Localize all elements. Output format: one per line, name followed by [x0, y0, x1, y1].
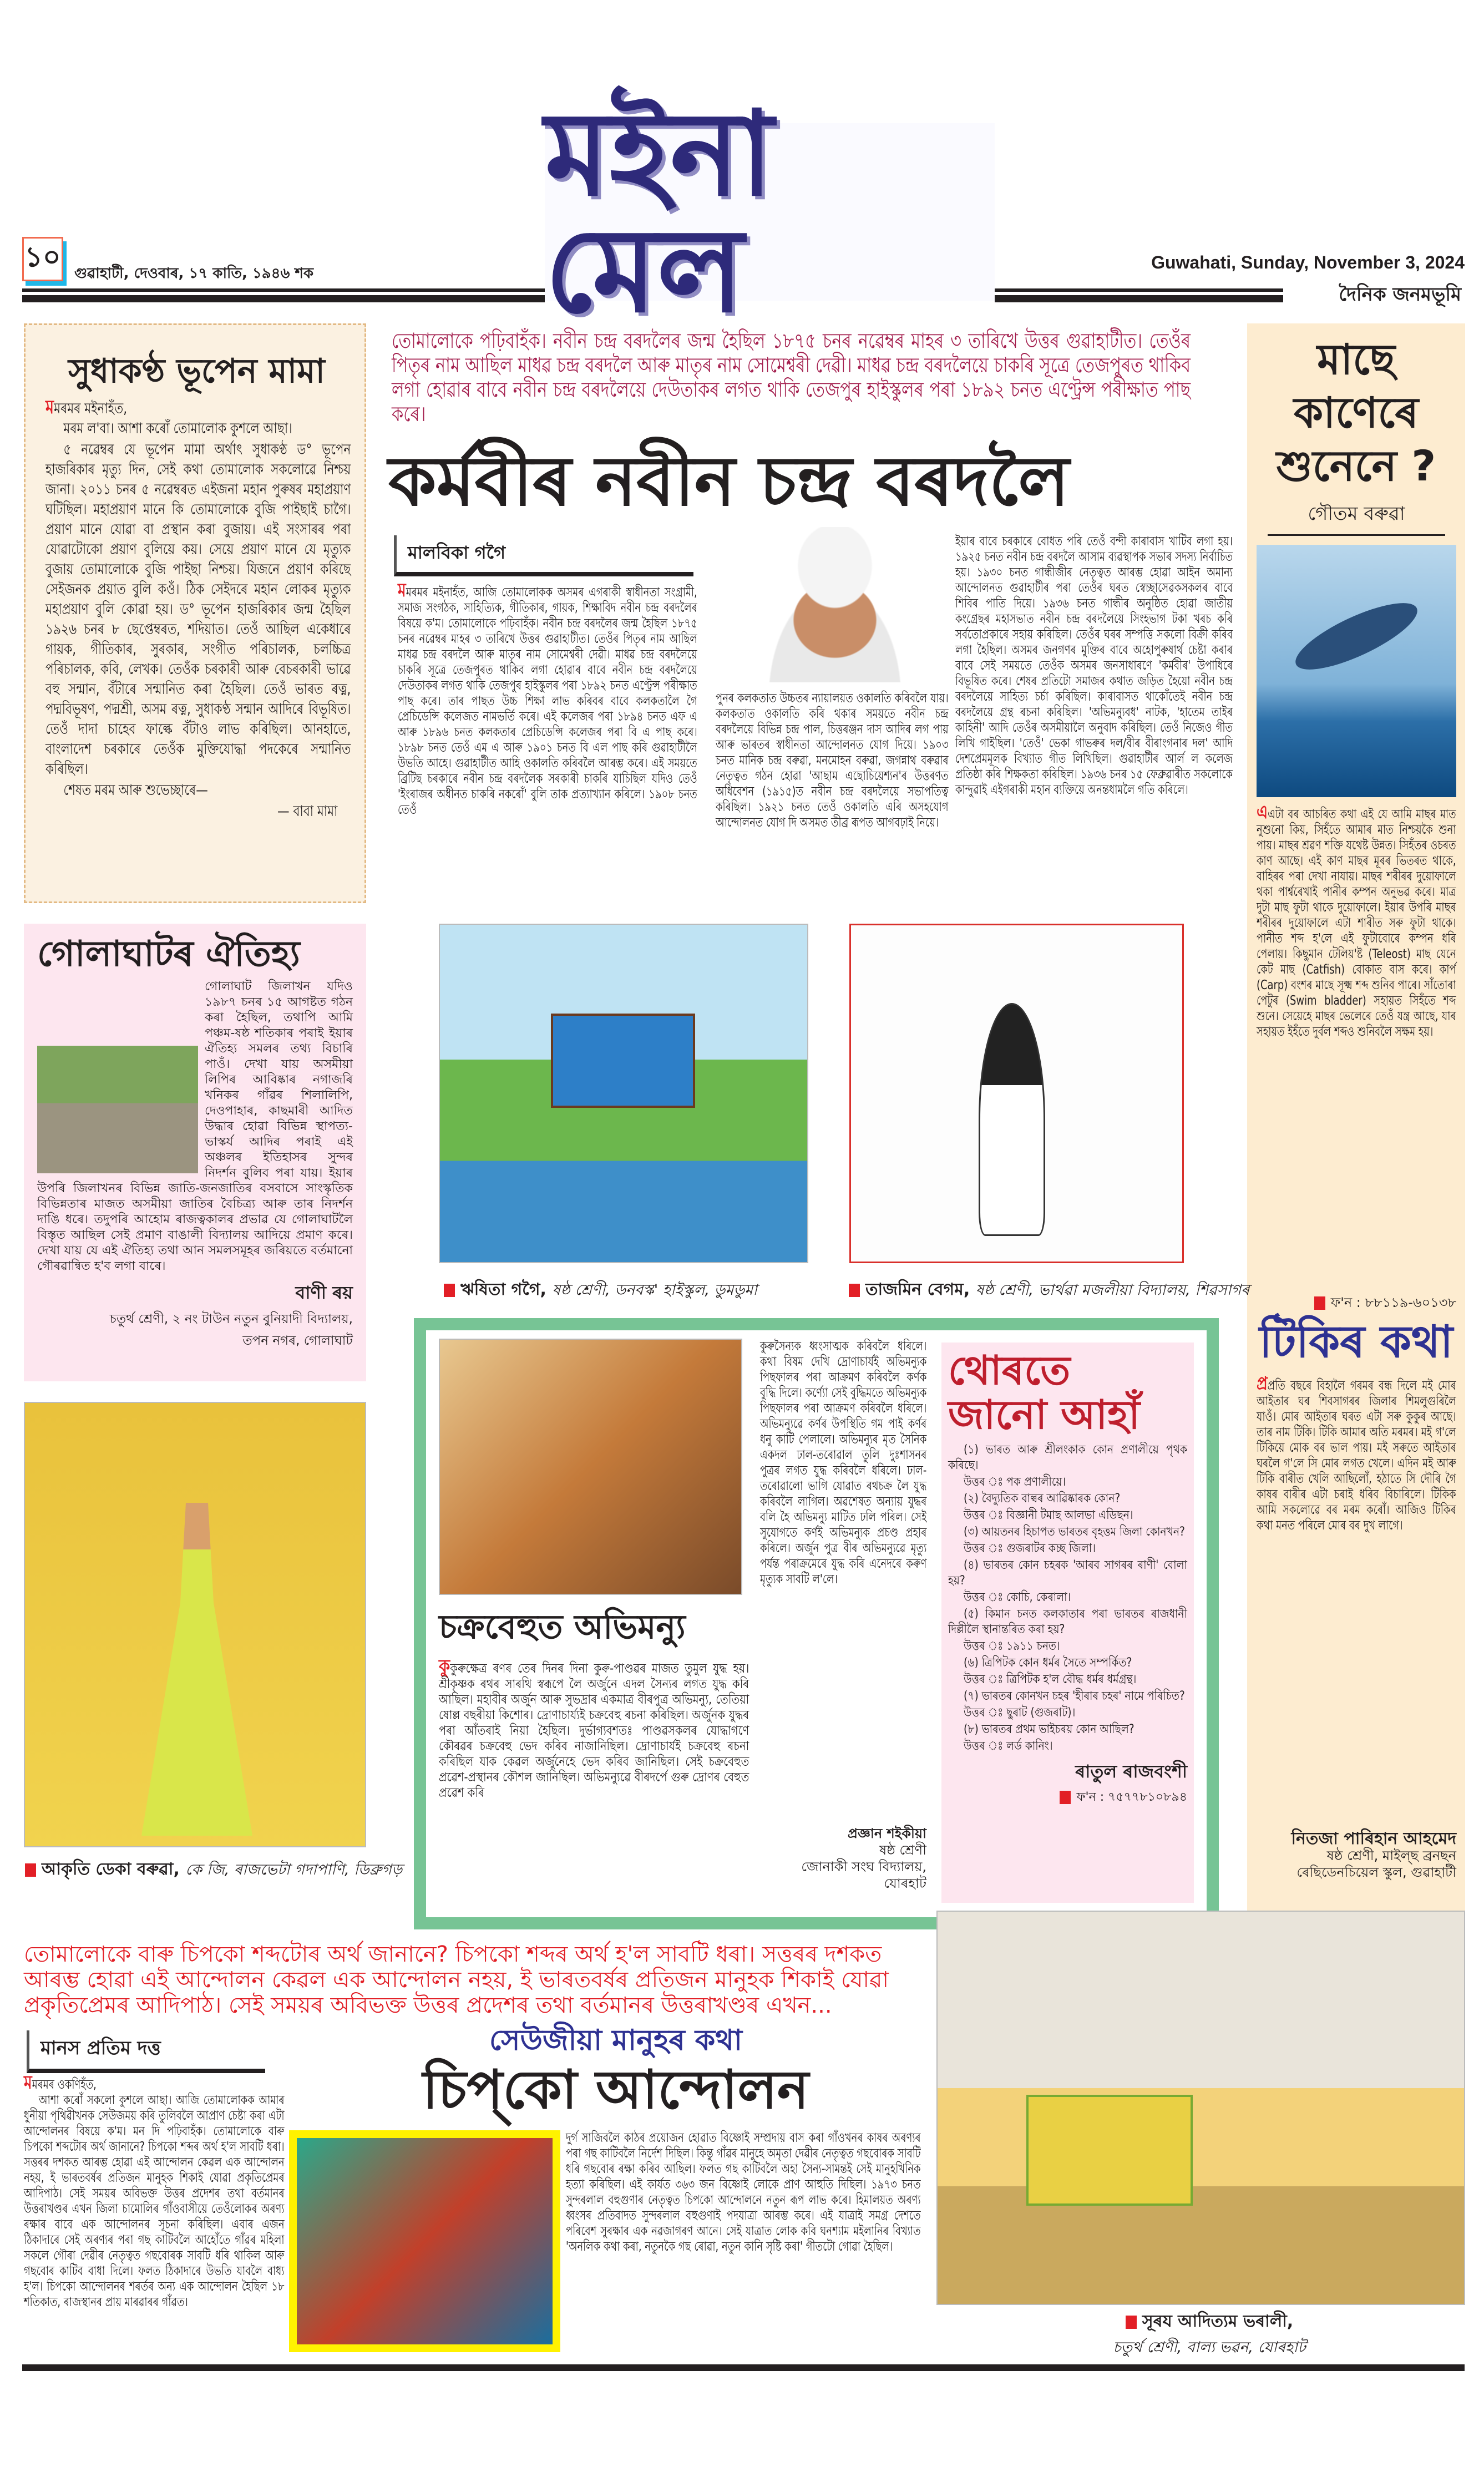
abhimanyu-col2: কুৰুসৈন্যক ধ্বংসাত্মক কৰিবলৈ ধৰিলে। কথা বিষম দেখি দ্ৰোণাচাৰ্যই অভিমন্যুক পিছফালৰ পৰা আক্ৰমণ কৰিবলৈ কৰ্ণক বুদ্ধি দিলে। কৰ্ণ্যো সেই বুদ্ধিমতে অভিমন্যুক পিছফালৰ পৰা আক্ৰমণ কৰিবলৈ ধৰিলে। অভিমন্যুৱে কৰ্ণৰ উপস্থিতি গম পাই কৰ্ণৰ ধনু কাটি পেলালে। অভিমন্যুৰ মৃত সৈনিক একদল ঢাল-তৰোৱাল তুলি দুঃশাসনৰ পুত্ৰৰ লগত যুদ্ধ কৰিবলৈ ধৰিলে। ঢাল-তৰোৱালো ভাগি যোৱাত ৰথচক্ৰ লৈ যুদ্ধ কৰিবলৈ লাগিল। অৱশেষত অন্যায় যুদ্ধৰ বলি হৈ অভিমন্যু মাটিত ঢলি পৰিল। সেই সুযোগতে কৰ্ণই অভিমন্যুক প্ৰচণ্ড প্ৰহাৰ কৰিলে। অৰ্জুন পুত্ৰ বীৰ অভিমন্যুৱে মৃত্যু পৰ্যন্ত পৰাক্ৰমেৰে যুদ্ধ কৰি এনেদৰে কৰুণ মৃত্যুক সাবটি ল'লে।: [760, 1339, 927, 1587]
author-school: জোনাকী সংঘ বিদ্যালয়,: [801, 1859, 926, 1875]
quiz-question: (৪) ভাৰতৰ কোন চহৰক 'আৰব সাগৰৰ ৰাণী' বোলা হয়?: [948, 1558, 1187, 1588]
fish-text: এএটা বৰ আচৰিত কথা এই যে আমি মাছৰ মাত নুশুনো কিয়, সিহঁতে আমাৰ মাত নিশ্চয়কৈ শুনা পায়। মাছৰ শ্ৰৱণ শক্তি যথেষ্ট উন্নত। সিহঁতৰ ওচৰত কাণ আছে। এই কাণ মাছৰ মূৰৰ ভিতৰত থাকে, বাহিৰৰ পৰা দেখা নাযায়। মাছৰ শৰীৰৰ দুয়োফালে থকা পাৰ্শ্বৰেখাই পানীৰ কম্পন অনুভৱ কৰে। মাত্ৰ দুটা মাছ ফুটা থাকে দুয়োফালে। ইয়াৰ উপৰি মাছৰ শৰীৰৰ দুয়োফালে এটা শাৰীত সৰু ফুটা থাকে। পানীত শব্দ হ'লে এই ফুটাবোৰে কম্পন ধৰি পেলায়। কিছুমান টেলিয়'ষ্ট (Teleost) মাছ যেনে কেট মাছ (Catfish) বোকাত বাস কৰে। কাৰ্প (Carp) বংশৰ মাছে সূক্ষ্ম শব্দ শুনিব পাৰে। সাঁতোৰা পেটুৰ (Swim bladder) সহায়ত সিহঁতে শব্দ শুনে। সেয়েহে মাছৰ ভেলেৰে তেওঁ যন্ত্ৰ আছে, যাৰ সহায়ত ইহঁতে দুৰ্বল শব্দও শুনিবলৈ সক্ষম হয়।: [1257, 801, 1456, 1039]
paragraph: আশা কৰোঁ সকলো কুশলে আছা। আজি তোমালোকক আমাৰ ধুনীয়া পৃথিৱীখনক সেউজময় কৰি তুলিবলৈ আপ্ৰাণ চেষ্টা কৰা এটা আন্দোলনৰ বিষয়ে ক'ম। মন দি পঢ়িবাহঁক। তোমালোকে বাৰু চিপকো শব্দটোৰ অৰ্থ জানানে? চিপকো শব্দৰ অৰ্থ হ'ল সাবটি ধৰা। সত্তৰৰ দশকত আৰম্ভ হোৱা এই আন্দোলন কেৱল এক আন্দোলন নহয়, ই ভাৰতবৰ্ষৰ প্ৰতিজন মানুহক শিকাই যোৱা প্ৰকৃতিপ্ৰেমৰ আদিপাঠ। সেই সময়ৰ অবিভক্ত উত্তৰ প্ৰদেশৰ তথা বৰ্তমানৰ উত্তৰাখণ্ডৰ এখন জিলা চামোলিৰ গাঁওবাসীয়ে তেওঁলোকৰ অৰণ্য ৰক্ষাৰ বাবে এক আন্দোলনৰ সূচনা কৰিছিল। এবাৰ এজন ঠিকাদাৰে সেই অৰণ্যৰ পৰা গছ কাটিবলৈ আহোঁতে গাঁৱৰ মহিলা সকলে গৌৰা দেৱীৰ নেতৃত্বত গছবোৰক সাবটি ধৰি থাকিল আৰু গছবোৰ কাটিব বাধা দিলে। ফলত ঠিকাদাৰে উভতি যাবলৈ বাধ্য হ'ল। চিপকো আন্দোলনৰ শৰৰ্তৰ অন্য এক আন্দোলন হৈছিল ১৮ শতিকাত, ৰাজস্থানৰ প্ৰায় মাৰৱাৰৰ গাঁৱত।: [24, 2093, 285, 2309]
sudhakantha-title: সুধাকণ্ঠ ভূপেন মামা: [68, 352, 325, 391]
chipko-intro: তোমালোকে বাৰু চিপকো শব্দটোৰ অৰ্থ জানানে? চিপকো শব্দৰ অৰ্থ হ'ল সাবটি ধৰা। সত্তৰৰ দশকত আৰম্ভ হোৱা এই আন্দোলন কেৱল এক আন্দোলন নহয়, ই ভাৰতবৰ্ষৰ প্ৰতিজন মানুহক শিকাই যোৱা প্ৰকৃতিপ্ৰেমৰ আদিপাঠ। সেই সময়ৰ অবিভক্ত উত্তৰ প্ৰদেশৰ তথা বৰ্তমানৰ উত্তৰাখণ্ডৰ এখন...: [24, 1942, 889, 2018]
golaghat-title: গোলাঘাটৰ ঐতিহ্য: [37, 934, 300, 975]
abhimanyu-illustration: [439, 1339, 742, 1595]
quiz-answer: উত্তৰ ঃ কোচি, কেৰালা।: [964, 1590, 1071, 1604]
ticki-text: প্ৰপ্ৰতি বছৰে বিহালৈ গৰমৰ বন্ধ দিলে মই মোৰ আইতাৰ ঘৰ শিবসাগৰৰ জিলাৰ শিমলুগুৰিলৈ যাওঁ। মোৰ আইতাৰ ঘৰত এটা সৰু কুকুৰ আছে। তাৰ নাম টিকি। টিকি আমাৰ অতি মৰমৰ। মই গ'লে টিকিয়ে মোক বৰ ভাল পায়। মই সৰুতে আইতাৰ ঘৰলৈ গ'লে সি মোৰ লগত খেলে। এদিন মই আৰু টিকি বাৰীত খেলি আছিলোঁ, হঠাতে সি দৌৰি গৈ কাষৰ বাৰীৰ এটা চৰাই ধৰিব বিচাৰিলে। টিকিক আমি সকলোৱে বৰ মৰম কৰোঁ। আজিও টিকিৰ কথা মনত পৰিলে মোৰ বৰ দুখ লাগে।: [1257, 1372, 1456, 1533]
ticki-title: টিকিৰ কথা: [1259, 1316, 1453, 1367]
golaghat-text: গোলাঘাট জিলাখন যদিও ১৯৮৭ চনৰ ১৫ আগষ্টত গঠন কৰা হৈছিল, তথাপি আমি পঞ্চম-ষষ্ঠ শতিকাৰ পৰাই ইয়াৰ ঐতিহ্য সমলৰ তথ্য বিচাৰি পাওঁ। দেখা যায় অসমীয়া লিপিৰ আবিষ্কাৰ নগাজৰি খনিকৰ গাঁৱৰ শিলালিপি, দেওপাহাৰ, কাছমাৰী আদিত উদ্ধাৰ হোৱা বিভিন্ন স্থাপত্য-ভাস্কৰ্য আদিৰ পৰাই এই অঞ্চলৰ ইতিহাসৰ সুন্দৰ নিদৰ্শন বুলিব পৰা যায়। ইয়াৰ উপৰি জিলাখনৰ বিভিন্ন জাতি-জনজাতিৰ বসবাসে সাংস্কৃতিক বিভিন্নতাৰ মাজত অসমীয়া জাতিৰ বৈচিত্ৰ্য আৰু তাৰ নিদৰ্শন দাঙি ধৰে। তদুপৰি আহোম ৰাজত্বকালৰ প্ৰভাৱ যে গোলাঘাটলৈ বিস্তৃত আছিল সেই প্ৰমাণ বাঙালী বিদ্যালয় আদিয়ে প্ৰমাণ কৰে। দেখা যায় যে এই ঐতিহ্য তথা আন সমলসমূহৰ জৰিয়তে বৰ্তমানো গৌৰৱান্বিত হ'ব লগা বাৰে।: [37, 980, 353, 1274]
logo-text: মইনা মেল: [545, 85, 774, 338]
borodoloi-col2: পুনৰ কলকতাত উচ্চতৰ ন্যায়ালয়ত ওকালতি কৰিবলৈ যায়। কলকতাত ওকালতি কৰি থকাৰ সময়তে নবীন চন্দ্ৰ বৰদলৈয়ে বিভিন্ন চন্দ্ৰ পাল, চিত্তৰঞ্জন দাস আদিৰ লগ পায় আৰু ভাৰতৰ স্বাধীনতা আন্দোলনত যোগ দিয়ে। ১৯০৩ চনত মানিক চন্দ্ৰ বৰুৱা, মনমোহন বৰুৱা, জগন্নাথ বৰুৱাৰ নেতৃত্বত গঠন হোৱা 'আছাম এছোচিয়েশ্যন'ৰ উত্তৰণত অধিবেশন (১৯১৫)ত নবীন চন্দ্ৰ বৰদলৈয়ে সভাপতিত্ব কৰিছিল। ১৯২১ চনত তেওঁ ওকালতি এৰি অসহযোগ আন্দোলনত যোগ দি অসমত তীব্ৰ ৰূপত আগবঢ়াই নিয়ে।: [716, 691, 949, 830]
abhimanyu-col1: কুকুৰুক্ষেত্ৰ ৰণৰ তেৰ দিনৰ দিনা কুৰু-পাণ্ডৱৰ মাজত তুমুল যুদ্ধ হয়। শ্ৰীকৃষ্ণক ৰথৰ সাৰথি স্বৰূপে লৈ অৰ্জুনে এদল সৈন্যৰ লগত যুদ্ধ কৰি আছিল। মহাবীৰ অৰ্জুন আৰু সুভদ্ৰাৰ একমাত্ৰ বীৰপুত্ৰ অভিমন্যু, তেতিয়া ষোল্ল বছৰীয়া কিশোৰ। দ্ৰোণাচাৰ্য্যই চক্ৰবেহু ৰচনা কৰিছিল। অৰ্জুনক যুদ্ধৰ পৰা আঁতৰাই নিয়া হৈছিল। দুৰ্ভাগ্যবশতঃ পাণ্ডৱসকলৰ যোদ্ধাগণে কৌৰৱৰ চক্ৰবেহু ভেদ কৰিব নাজানিছিল। দ্ৰোণাচাৰ্যই চক্ৰবেহু ৰচনা কৰিছিল যাক কেৱল অৰ্জুনেহে ভেদ কৰিব জানিছিল। সেই চক্ৰবেহুত প্ৰৱেশ-প্ৰস্থানৰ কৌশল জানিছিল। অভিমন্যুৱে বীৰদৰ্পে গুৰু দ্ৰোণৰ বেহুত প্ৰৱেশ কৰি: [439, 1655, 749, 1800]
fish-author: গৌতম বৰুৱা: [1268, 499, 1445, 536]
quiz-question: (৫) কিমান চনত কলকাতাৰ পৰা ভাৰতৰ ৰাজধানী দিল্লীলৈ স্থানান্তৰিত কৰা হয়?: [948, 1607, 1187, 1637]
drawing-cottage: [439, 924, 808, 1263]
quiz-answer: উত্তৰ ঃ বিজ্ঞানী টমাছ আলভা এডিছন।: [964, 1508, 1133, 1522]
author-class: ষষ্ঠ শ্ৰেণী: [879, 1842, 926, 1858]
drawing-diwali: [936, 1911, 1465, 2305]
sudhakantha-letter: [24, 323, 366, 903]
quiz-question: (৮) ভাৰতৰ প্ৰথম ভাইচৰয় কোন আছিল?: [964, 1723, 1134, 1736]
title-line: কাণেৰে: [1293, 388, 1419, 437]
quiz-title-line: থোৰতে: [948, 1347, 1071, 1394]
header-rule-left-thin: [22, 288, 545, 292]
borodoloi-portrait: [732, 527, 938, 682]
golaghat-school-1: চতুৰ্থ শ্ৰেণী, ২ নং টাউন নতুন বুনিয়াদী বিদ্যালয়,: [109, 1312, 353, 1327]
golaghat-article: [24, 924, 366, 1381]
paragraph: ৫ নৱেম্বৰ যে ভূপেন মামা অৰ্থাৎ সুধাকণ্ঠ ড° ভূপেন হাজৰিকাৰ মৃত্যু দিন, সেই কথা তোমালোক সকলোৱে নিশ্চয় জানা। ২০১১ চনৰ ৫ নৱেম্বৰত এইজনা মহান পুৰুষৰ মহাপ্ৰয়াণ ঘটিছিল। মহাপ্ৰয়াণ মানে কি তোমালোকে বুজি পাইছাই চাগৈ। প্ৰয়াণ মানে যোৱা বা প্ৰস্থান কৰা বুজায়। এই সংসাৰৰ পৰা যোৱাটোকো প্ৰয়াণ বুলিয়ে কয়। সেয়ে প্ৰয়াণ মানে যে মৃত্যুক বুজায় তোমালোকে বুজি পাইছা নিশ্চয়। যিজনে প্ৰয়াণ কৰিছে সেইজনক প্ৰয়াত বুলি কওঁ। ঠিক সেইদৰে মহান লোকৰ মৃত্যুক মহাপ্ৰয়াণ বুলি কোৱা হয়। ড° ভূপেন হাজৰিকাৰ জন্ম হৈছিল ১৯২৬ চনৰ ৮ ছেপ্তেম্বৰত, শদিয়াত। তেওঁ আছিল একেধাৰে গায়ক, গীতিকাৰ, সুৰকাৰ, সংগীত পৰিচালক, চলচ্চিত্ৰ পৰিচালক, কবি, লেখক। তেওঁক চৰকাৰী আৰু বেচৰকাৰী ভাৱে বহু সন্মান, বঁটাৰে সন্মানিত কৰা হৈছিল। তেওঁ ভাৰত ৰত্ন, পদ্মবিভূষণ, পদ্মশ্ৰী, অসম ৰত্ন, সুধাকণ্ঠ সন্মান আদিৰে বিভূষিত। তেওঁ দাদা চাহেব ফাল্কে বঁটাও লাভ কৰিছিল। আনহাতে, বাংলাদেশ চৰকাৰে তেওঁক মুক্তিযোদ্ধা পদকেৰে সন্মানিত কৰিছিল।: [45, 441, 351, 778]
header-rule-right-thick: [995, 295, 1283, 302]
header-rule-left-thick: [22, 295, 545, 302]
borodoloi-headline: কৰ্মবীৰ নবীন চন্দ্ৰ বৰদলৈ: [388, 442, 1070, 521]
borodoloi-col1: মমৰমৰ মইনাহঁত, আজি তোমালোকক অসমৰ এগৰাকী স্বাধীনতা সংগ্ৰামী, সমাজ সংগঠক, সাহিত্যিক, গীতিকাৰ, গায়ক, শিক্ষাবিদ নবীন চন্দ্ৰ বৰদলৈৰ বিষয়ে ক'ম। তোমালোকে পঢ়িবাহঁক। নবীন চন্দ্ৰ বৰদলৈৰ জন্ম হৈছিল ১৮৭৫ চনৰ নৱেম্বৰ মাহৰ ৩ তাৰিখে উত্তৰ গুৱাহাটীত। তেওঁৰ পিতৃৰ নাম আছিল মাধৱ চন্দ্ৰ বৰদলৈ আৰু মাতৃৰ নাম সোমেশ্বৰী দেৱী। মাধৱ চন্দ্ৰ বৰদলৈয়ে চাকৰি সূত্ৰে তেজপুৰত থাকিব লগা হোৱাৰ বাবে নবীন চন্দ্ৰ বৰদলৈয়ে দেউতাকৰ লগত থাকি তেজপুৰ হাইস্কুলৰ পৰা ১৮৯২ চনত এণ্ট্ৰেন্স পৰীক্ষাত পাছ কৰে। তাৰ পাছত উচ্চ শিক্ষা লাভ কৰিবৰ বাবে কলকতালৈ গৈ প্ৰেচিডেন্সি কলেজত নামভৰ্তি কৰে। এই কলেজৰ পৰা ১৮৯৪ চনত এফ এ আৰু ১৮৯৬ চনত কলকতাৰ প্ৰেচিডেন্সি কলেজৰ পৰা বি এ পাছ কৰে। ১৮৯৮ চনত তেওঁ এম এ আৰু ১৯০১ চনত বি এল পাছ কৰি গুৱাহাটীলৈ উভতি আহে। গুৱাহাটীত আহি ওকালতি কৰিবলৈ আৰম্ভ কৰে। এই সময়তে ব্ৰিটিছ চৰকাৰে নবীন চন্দ্ৰ বৰদলৈক সৰকাৰী চাকৰি যাচিছিল যদিও তেওঁ 'ইংৰাজৰ অধীনত চাকৰি নকৰোঁ' বুলি তাক প্ৰত্যাখ্যান কৰিলে। ১৯০৮ চনত তেওঁ: [398, 579, 697, 817]
paragraph: মৰম ল'বা। আশা কৰোঁ তোমালোক কুশলে আছা।: [63, 420, 292, 437]
drawing-caption-4: সূৰয আদিত্যম ভৰালী, চতুৰ্থ শ্ৰেণী, বাল্য ভৱন, যোৰহাট: [1113, 2312, 1306, 2356]
quiz-answer: উত্তৰ ঃ ছুৰাট (গুজৰাট)।: [964, 1706, 1076, 1720]
abhimanyu-title: চক্ৰবেহুত অভিমন্যু: [439, 1608, 686, 1647]
borodoloi-author: মালবিকা গগৈ: [394, 535, 693, 576]
fish-title: [1247, 333, 1465, 493]
chipko-kicker: সেউজীয়া মানুহৰ কথা: [489, 2024, 742, 2057]
quiz-title: [948, 1348, 1187, 1437]
golaghat-photo: [37, 1046, 198, 1173]
author-place: যোৰহাট: [884, 1876, 926, 1891]
quiz-question: (৩) আয়তনৰ হিচাপত ভাৰতৰ বৃহত্তম জিলা কোনখন?: [964, 1525, 1185, 1539]
quiz-phone: ফ'ন : ৭৫৭৭৮১০৮৯৪: [948, 1787, 1187, 1808]
marlin-photo: [1257, 545, 1456, 797]
ticki-school: ষষ্ঠ শ্ৰেণী, মাইল্‌ছ ব্ৰনছন ৰেছিডেনচিয়েল স্কুল, গুৱাহাটী: [1296, 1848, 1456, 1880]
fish-phone: ফ'ন : ৮৮১১৯-৬০১৩৮: [1257, 1293, 1456, 1315]
quiz-question: (১) ভাৰত আৰু শ্ৰীলংকাক কোন প্ৰণালীয়ে পৃথক কৰিছে।: [948, 1443, 1187, 1472]
quiz-answer: উত্তৰ ঃ লৰ্ড কানিং।: [964, 1739, 1053, 1753]
paragraph: শেষত মৰম আৰু শুভেচ্ছাৰে—: [63, 782, 208, 799]
date-english: Guwahati, Sunday, November 3, 2024: [1151, 252, 1465, 272]
golaghat-school-2: তপন নগৰ, গোলাঘাট: [242, 1334, 353, 1349]
chipko-letter: [24, 2071, 285, 2311]
quiz-author: ৰাতুল ৰাজবংশী: [1075, 1761, 1187, 1782]
chipko-col2: দুৰ্গ সাজিবলৈ কাঠৰ প্ৰয়োজন হোৱাত বিষ্ণোই সম্প্ৰদায় বাস কৰা গাঁওখনৰ কাষৰ অৰণ্যৰ পৰা গছ কাটিবলৈ নিৰ্দেশ দিছিল। কিন্তু গাঁৱৰ মানুহে অমৃতা দেৱীৰ নেতৃত্বত গছবোৰক সাবটি ধৰি গছবোৰ ৰক্ষা কৰিব আছিল। ফলত গছ কাটিবলৈ অহা সৈন্য-সামন্তই সেই মানুহখিনিক হত্যা কৰিছিল। এই কাৰ্যত ৩৬৩ জন বিষ্ণোই লোকে প্ৰাণ আহুতি দিছিল। ১৯৭৩ চনত সুন্দৰলাল বহুগুণাৰ নেতৃত্বত চিপকো আন্দোলনে নতুন ৰূপ লাভ কৰে। হিমালয়ত অৰণ্য ধ্বংসৰ প্ৰতিবাদত সুন্দৰলাল বহুগুণাই পদযাত্ৰা আৰম্ভ কৰে। এই যাত্ৰাই সমগ্ৰ দেশতে পৰিবেশ সুৰক্ষাৰ এক নৱজাগৰণ আনে। সেই যাত্ৰাত লোক কবি ঘনশ্যাম মইলানিৰ বিখ্যাত 'অনলিক কথা কৰা, নতুনকৈ গছ ৰোৱা, নতুন কানি সৃষ্টি কৰা' গীতটো গোৱা হৈছিল।: [566, 2131, 921, 2254]
drawing-caption-2: তাজমিন বেগম, ষষ্ঠ শ্ৰেণী, ভাৰ্থৱা মজলীয়া বিদ্যালয়, শিৱসাগৰ: [849, 1276, 1249, 1304]
ticki-author: নিতজা পাৰিহান আহমেদ: [1291, 1829, 1456, 1848]
salutation: মমৰমৰ মইনাহঁত,: [45, 396, 128, 418]
borodoloi-col3: ইয়াৰ বাবে চৰকাৰে বোধত পৰি তেওঁ বন্দী কাৰাবাস খাটিব লগা হয়। ১৯২৫ চনত নবীন চন্দ্ৰ বৰদলৈ আসাম ব্যৱস্থাপক সভাৰ সদস্য নিৰ্বাচিত হয়। ১৯৩০ চনত গান্ধীজীৰ নেতৃত্বত আৰম্ভ হোৱা আইন অমান্য আন্দোলনত গুৱাহাটীৰ পৰা তেওঁৰ ঘৰত স্বেচ্ছাসেৱকসকলৰ বাবে শিবিৰ পাতি দিয়ে। ১৯৩৬ চনত গান্ধীৰ অনুষ্ঠিত হোৱা জাতীয় কংগ্ৰেছৰ মহাসভাত নবীন চন্দ্ৰ বৰদলৈয়ে সিংহভাগ টকা খৰচ কৰি সৰ্বতোপ্ৰকাৰে সহায় কৰিছিল। তেওঁৰ ঘৰৰ সম্পত্তি সকলো বিক্ৰী কৰিব লগা হৈছিল। অসমৰ জনগণৰ মুক্তিৰ বাবে অহোপুৰুষাৰ্থ চেষ্টা কৰাৰ বাবে সেই সময়তে তেওঁক অসমৰ জনসাধাৰণে 'কৰ্মবীৰ' উপাধিৰে বিভূষিত কৰে। শেষৰ প্ৰতিটো সমাজৰ কথাত জড়িত হৈয়ো নবীন চন্দ্ৰ বৰদলৈয়ে সাহিত্য চৰ্চা কৰিছিল। কাৰাবাসত থাকোঁতেই নবীন চন্দ্ৰ বৰদলৈয়ে গ্ৰন্থ ৰচনা কৰিছিল। 'অভিমন্যুবধ' নাটক, 'হাতেম তাইৰ কাহিনী' আদি তেওঁৰ অসমীয়ালৈ অনুবাদ কৰিছিল। তেওঁ নিজেও গীত লিখি গাইছিল। 'তেওঁ' ভেকা গাভৰুৰ দল/বীৰ বীৰাংগনাৰ দল' আদি দেশপ্ৰেমমূলক বিখ্যাত গীত লিখিছিল। গুৱাহাটীৰ আৰ্ল ল কলেজ প্ৰতিষ্ঠা কৰি শিক্ষকতা কৰিছিল। ১৯৩৬ চনৰ ১৫ ফেব্ৰুৱাৰীত সকলোকে কান্দুৱাই এইগৰাকী মহান ব্যক্তিয়ে অনন্তধামলৈ গতি কৰিলে।: [955, 534, 1233, 797]
publication-name: দৈনিক জনমভূমি: [1335, 280, 1465, 312]
footer-rule: [22, 2364, 1465, 2371]
quiz-answer: উত্তৰ ঃ পক প্ৰণালীয়ে।: [964, 1475, 1066, 1489]
abhimanyu-author: [760, 1825, 926, 1892]
borodoloi-intro: তোমালোকে পঢ়িবাহঁক। নবীন চন্দ্ৰ বৰদলৈৰ জন্ম হৈছিল ১৮৭৫ চনৰ নৱেম্বৰ মাহৰ ৩ তাৰিখে উত্তৰ গুৱাহাটীত। তেওঁৰ পিতৃৰ নাম আছিল মাধৱ চন্দ্ৰ বৰদলৈ আৰু মাতৃৰ নাম সোমেশ্বৰী দেৱী। মাধৱ চন্দ্ৰ বৰদলৈয়ে চাকৰি সূত্ৰে তেজপুৰত থাকিব লগা হোৱাৰ বাবে নবীন চন্দ্ৰ বৰদলৈয়ে দেউতাকৰ লগত থাকি তেজপুৰ হাইস্কুলৰ পৰা ১৮৯২ চনত এণ্ট্ৰেন্স পৰীক্ষাত পাছ কৰে।: [392, 328, 1191, 426]
quiz-question: (৬) ত্ৰিপিটক কোন ধৰ্মৰ সৈতে সম্পৰ্কিত?: [964, 1656, 1132, 1670]
salutation: মমৰমৰ ওকণিহঁত,: [24, 2071, 97, 2094]
date-assamese: গুৱাহাটী, দেওবাৰ, ১৭ কাতি, ১৯৪৬ শক: [74, 265, 314, 282]
golaghat-author: বাণী ৰয়: [295, 1282, 353, 1304]
chipko-author: মানস প্ৰতিম দত্ত: [27, 2030, 265, 2073]
quiz-answer: উত্তৰ ঃ ১৯১১ চনত।: [964, 1639, 1060, 1653]
page-number: ১০: [22, 237, 63, 281]
chipko-illustration: [289, 2130, 560, 2352]
title-line: মাছে: [1317, 335, 1395, 384]
quiz-question: (২) বৈদ্যুতিক বাল্বৰ আৱিষ্কাৰক কোন?: [964, 1492, 1121, 1506]
sudhakantha-body: [45, 397, 351, 822]
drawing-caption-1: ঋষিতা গগৈ, ষষ্ঠ শ্ৰেণী, ডনবস্ক' হাইস্কুল, ডুমডুমা: [444, 1276, 757, 1304]
masthead-logo: [545, 85, 995, 338]
drawing-dancer: [24, 1402, 366, 1847]
quiz-answer: উত্তৰ ঃ গুজৰাটৰ কচ্ছ জিলা।: [964, 1542, 1096, 1556]
title-line: শুনেনে ?: [1276, 441, 1436, 490]
quiz-question: (৭) ভাৰতৰ কোনখন চহৰ 'হীৰাৰ চহৰ' নামে পৰিচিত?: [964, 1689, 1185, 1703]
drawing-caption-3: আকৃতি ডেকা বৰুৱা, কে জি, ৰাজভেটা গদাপাণি, ডিব্ৰুগড়: [25, 1856, 402, 1884]
quiz-title-line: জানো আহাঁ: [948, 1391, 1140, 1438]
chipko-headline: চিপ্‌কো আন্দোলন: [422, 2059, 809, 2121]
drawing-swing: [849, 924, 1184, 1263]
quiz-answer: উত্তৰ ঃ ত্ৰিপিটক হ'ল বৌদ্ধ ধৰ্মৰ ধৰ্মগ্ৰন্থ।: [964, 1673, 1137, 1686]
quiz-list: [948, 1442, 1187, 1754]
header-rule-right-thin: [995, 288, 1283, 292]
author-name: প্ৰজ্ঞান শইকীয়া: [848, 1826, 926, 1841]
signoff: — বাবা মামা: [277, 803, 338, 820]
quiz-box: [941, 1343, 1194, 1903]
